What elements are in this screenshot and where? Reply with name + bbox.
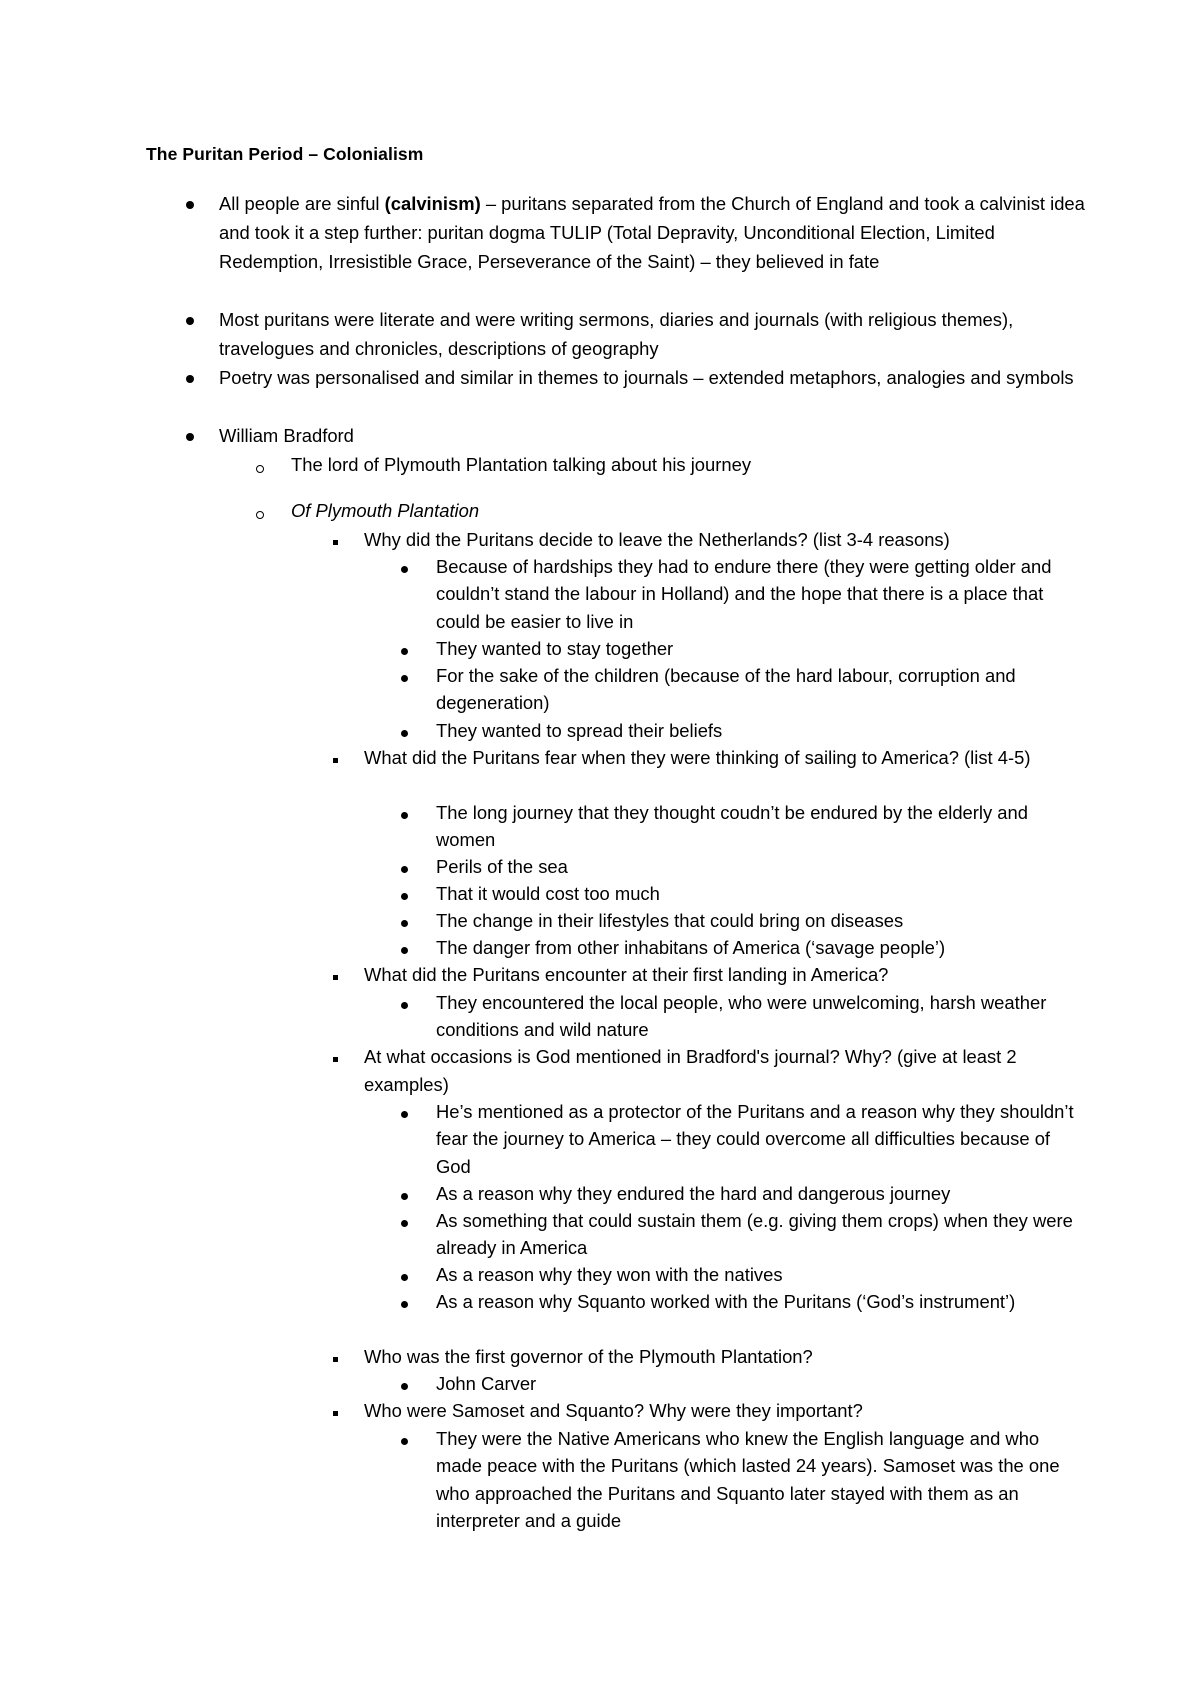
bullet-dot-icon	[401, 1301, 408, 1308]
question-text: What did the Puritans encounter at their first landing in America?	[364, 964, 889, 985]
item-text: – puritans separated from the Church of England and took a calvinist idea and took it a step further: puritan dogma TULIP (Total Depravity, Unconditional Election, Limited Redemption, Irresistible Grace, Perseverance of the Saint) – they believed in fate	[219, 193, 1085, 272]
list-item-poetry: Poetry was personalised and similar in themes to journals – extended metaphors, analogies and symbols	[219, 367, 1074, 388]
answer-text: He’s mentioned as a protector of the Puritans and a reason why they shouldn’t fear the journey to America – they could overcome all difficulties because of God	[436, 1101, 1074, 1177]
bullet-dot-icon	[401, 812, 408, 819]
answer-text: Perils of the sea	[436, 856, 568, 877]
bullet-dot-icon	[401, 1111, 408, 1118]
document-title: The Puritan Period – Colonialism	[146, 144, 424, 164]
bullet-square-icon	[333, 1057, 338, 1062]
answer-text: They wanted to stay together	[436, 638, 674, 659]
bullet-dot-icon	[401, 866, 408, 873]
answer-text: For the sake of the children (because of the hard labour, corruption and degeneration)	[436, 665, 1016, 714]
bullet-dot-icon	[401, 675, 408, 682]
bullet-dot-icon	[401, 566, 408, 573]
bullet-dot-icon	[401, 648, 408, 655]
bullet-dot-icon	[401, 1220, 408, 1227]
answer-text: John Carver	[436, 1373, 537, 1394]
answer-text: The danger from other inhabitans of America (‘savage people’)	[436, 937, 946, 958]
list-item-of-plymouth-plantation: Of Plymouth Plantation	[291, 500, 480, 521]
bullet-circle-icon	[256, 465, 264, 473]
answer-text: Because of hardships they had to endure there (they were getting older and couldn’t stand the labour in Holland) and the hope that there is a place that could be easier to live in	[436, 556, 1052, 632]
bullet-square-icon	[333, 758, 338, 763]
answer-text: They wanted to spread their beliefs	[436, 720, 723, 741]
list-item-william-bradford: William Bradford	[219, 425, 354, 446]
bullet-square-icon	[333, 540, 338, 545]
question-text: Why did the Puritans decide to leave the Netherlands? (list 3-4 reasons)	[364, 529, 950, 550]
list-item-bradford-sub: The lord of Plymouth Plantation talking about his journey	[291, 454, 752, 475]
answer-text: That it would cost too much	[436, 883, 660, 904]
bullet-dot-icon	[401, 1274, 408, 1281]
bullet-dot-icon	[401, 1438, 408, 1445]
bullet-square-icon	[333, 1411, 338, 1416]
bullet-circle-icon	[256, 511, 264, 519]
bullet-dot-icon	[401, 1002, 408, 1009]
list-item-calvinism	[219, 189, 1089, 276]
bullet-dot-icon	[401, 730, 408, 737]
item-bold-text: (calvinism)	[384, 193, 481, 214]
question-text: Who was the first governor of the Plymouth Plantation?	[364, 1346, 813, 1367]
answer-text: As a reason why Squanto worked with the Puritans (‘God’s instrument’)	[436, 1291, 1016, 1312]
answer-text: The long journey that they thought coudn’t be endured by the elderly and women	[436, 802, 1028, 851]
answer-text: They encountered the local people, who were unwelcoming, harsh weather conditions and wild nature	[436, 992, 1047, 1041]
question-text: At what occasions is God mentioned in Bradford's journal? Why? (give at least 2 examples)	[364, 1046, 1017, 1095]
bullet-square-icon	[333, 975, 338, 980]
answer-text: They were the Native Americans who knew the English language and who made peace with the Puritans (which lasted 24 years). Samoset was the one who approached the Puritans and Squanto later stayed with them as an interpreter and a guide	[436, 1428, 1060, 1531]
bullet-dot-icon	[186, 433, 194, 441]
bullet-dot-icon	[401, 893, 408, 900]
bullet-dot-icon	[401, 920, 408, 927]
bullet-dot-icon	[186, 317, 194, 325]
bullet-dot-icon	[186, 375, 194, 383]
bullet-square-icon	[333, 1357, 338, 1362]
item-text: All people are sinful	[219, 193, 385, 214]
bullet-dot-icon	[186, 201, 194, 209]
answer-text: As something that could sustain them (e.g. giving them crops) when they were already in America	[436, 1210, 1073, 1259]
bullet-dot-icon	[401, 947, 408, 954]
answer-text: The change in their lifestyles that could bring on diseases	[436, 910, 904, 931]
list-item-literacy: Most puritans were literate and were writing sermons, diaries and journals (with religious themes), travelogues and chronicles, descriptions of geography	[219, 309, 1014, 359]
bullet-dot-icon	[401, 1383, 408, 1390]
question-text: What did the Puritans fear when they were thinking of sailing to America? (list 4-5)	[364, 747, 1031, 768]
answer-text: As a reason why they endured the hard and dangerous journey	[436, 1183, 951, 1204]
answer-text: As a reason why they won with the natives	[436, 1264, 783, 1285]
question-text: Who were Samoset and Squanto? Why were they important?	[364, 1400, 863, 1421]
bullet-dot-icon	[401, 1193, 408, 1200]
